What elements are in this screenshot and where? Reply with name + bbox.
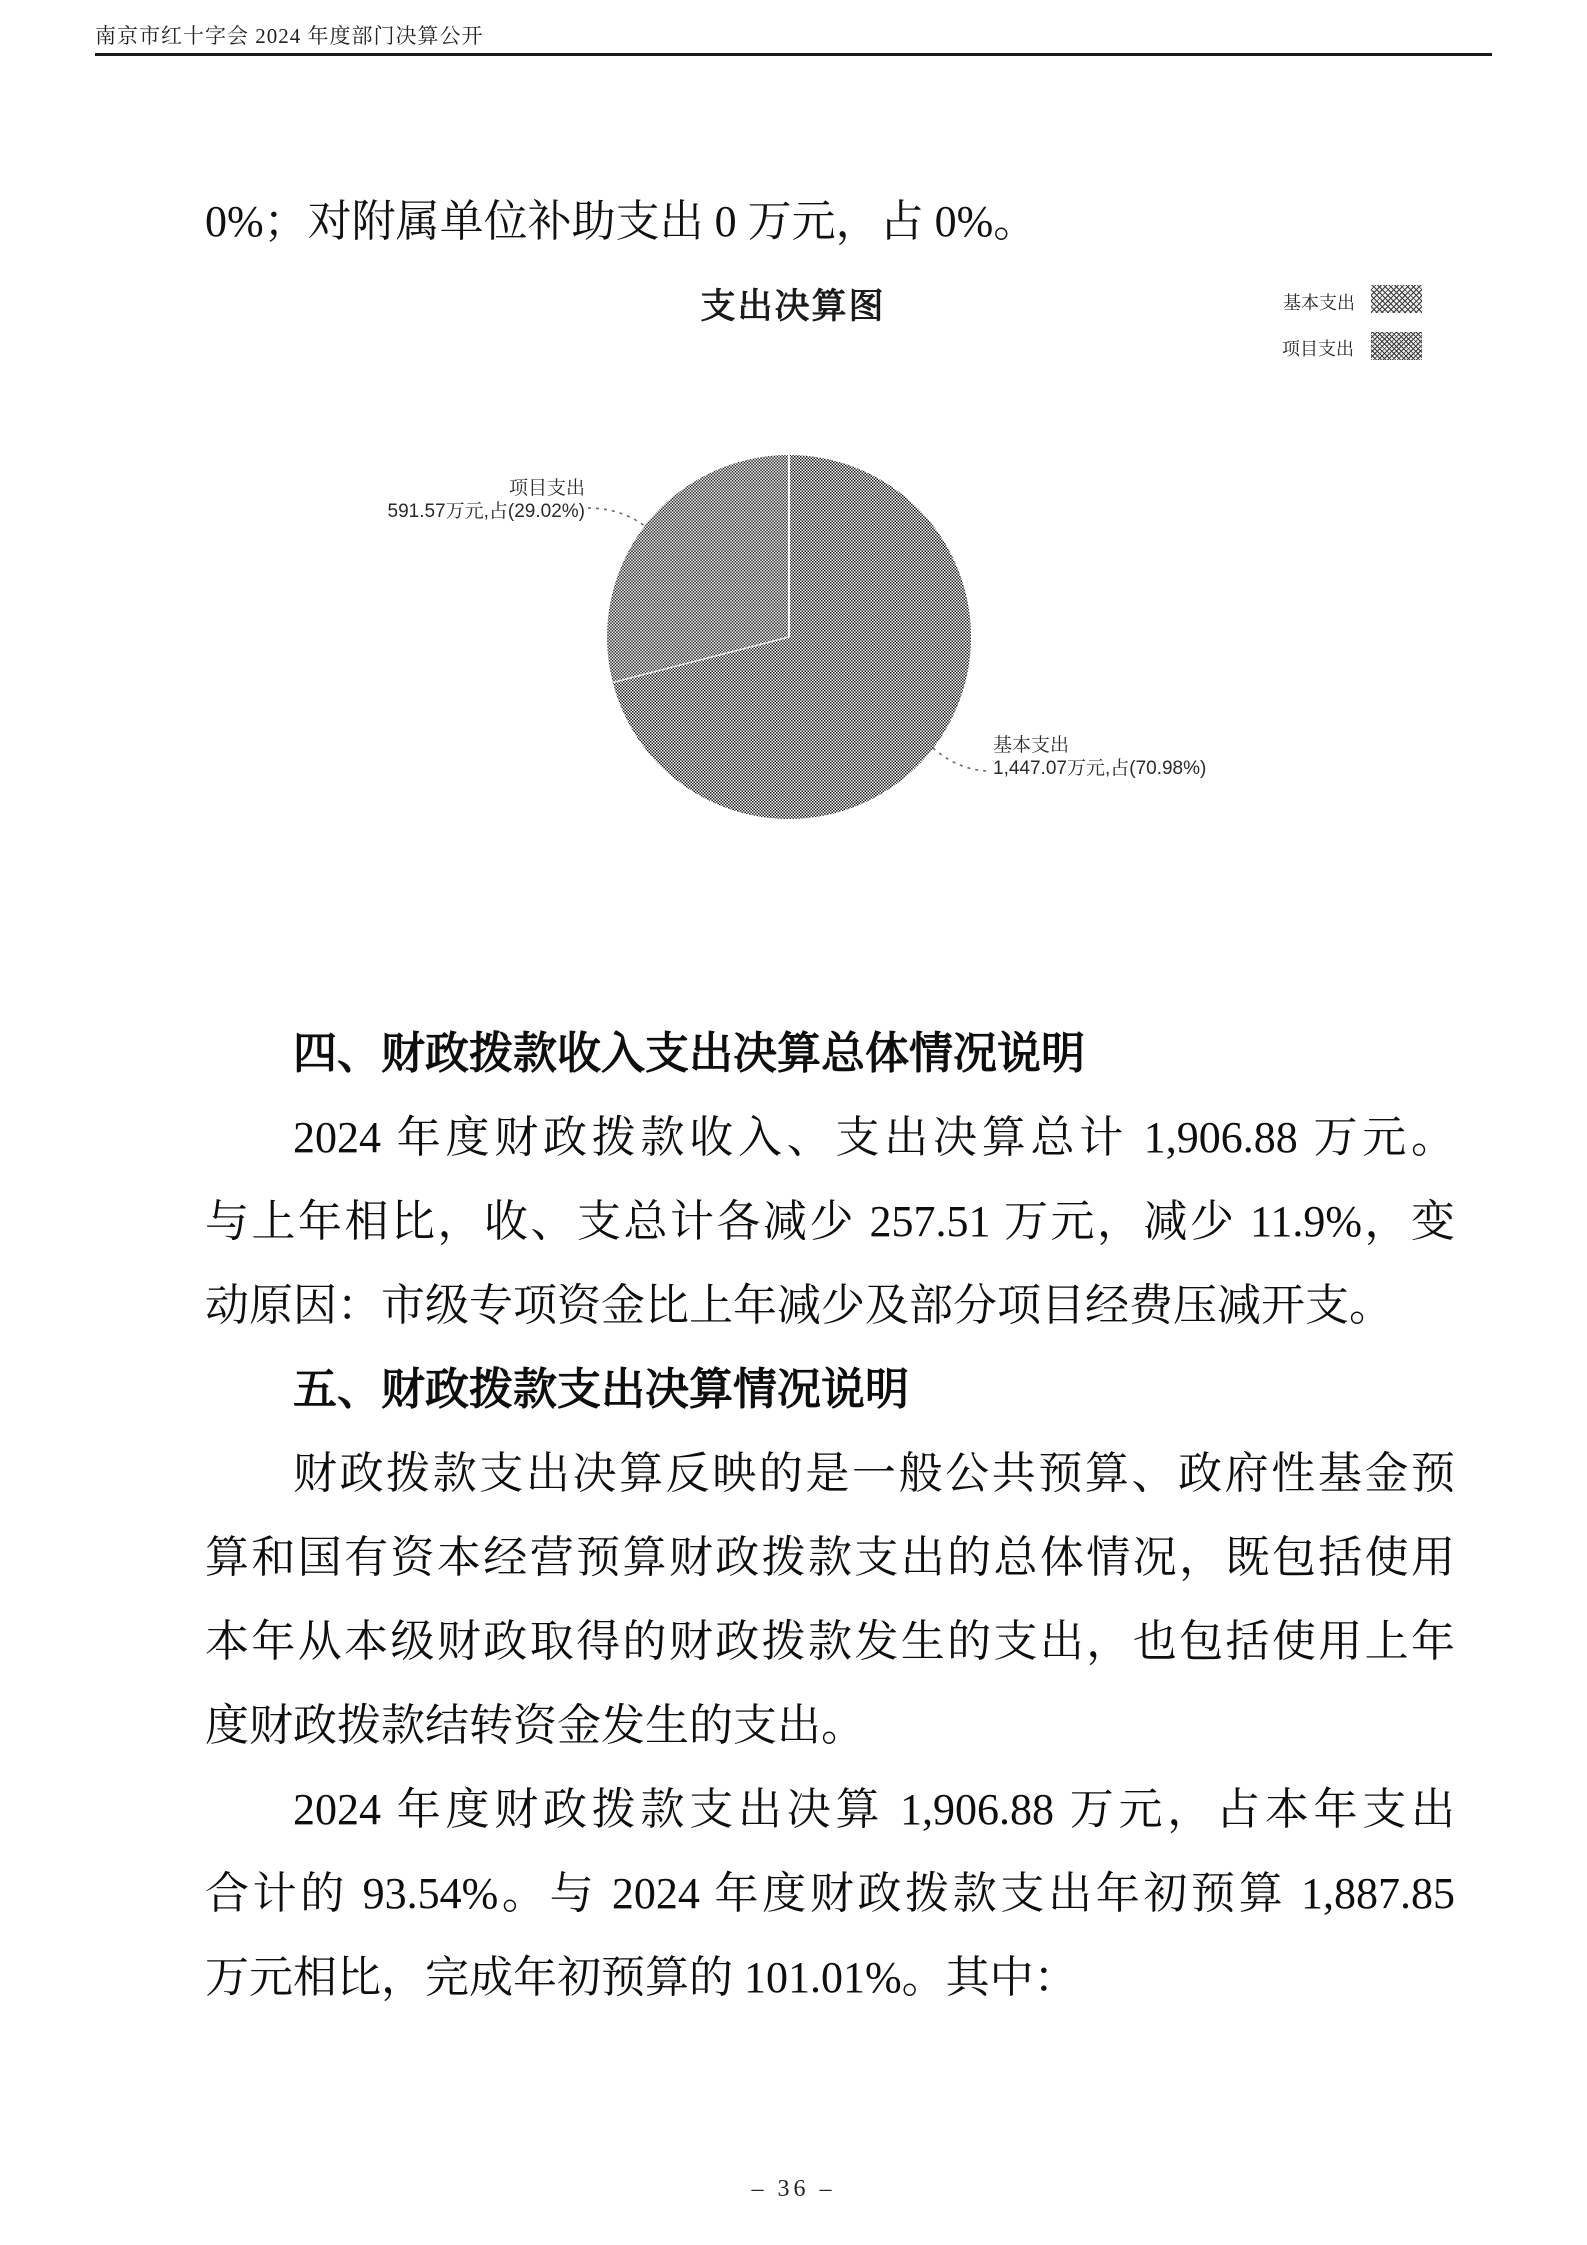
expenditure-pie-chart: [560, 420, 1040, 860]
body-line: 万元相比，完成年初预算的 101.01%。其中：: [205, 1953, 1078, 2002]
body-line: 算和国有资本经营预算财政拨款支出的总体情况，既包括使用: [205, 1533, 1455, 1582]
legend-label-basic: 基本支出: [1283, 293, 1355, 313]
body-line: 财政拨款支出决算反映的是一般公共预算、政府性基金预: [293, 1449, 1455, 1498]
pie-callout-basic: [993, 734, 1206, 780]
legend-swatch-basic: [1371, 285, 1422, 313]
pie-callout-project: [300, 477, 585, 523]
page-number: – 36 –: [751, 2176, 836, 2202]
body-line: 合计的 93.54%。与 2024 年度财政拨款支出年初预算 1,887.85: [205, 1869, 1455, 1918]
body-line: 动原因：市级专项资金比上年减少及部分项目经费压减开支。: [205, 1281, 1393, 1330]
section-heading-4: 四、财政拨款收入支出决算总体情况说明: [293, 1029, 1085, 1078]
body-line: 本年从本级财政取得的财政拨款发生的支出，也包括使用上年: [205, 1617, 1455, 1666]
section-heading-5: 五、财政拨款支出决算情况说明: [293, 1365, 909, 1414]
leader-line-basic: [933, 748, 988, 771]
body-line: 与上年相比，收、支总计各减少 257.51 万元，减少 11.9%，变: [205, 1197, 1455, 1246]
pie-callout-basic-value: 1,447.07万元,占(70.98%): [993, 758, 1207, 779]
body-line: 2024 年度财政拨款收入、支出决算总计 1,906.88 万元。: [293, 1113, 1455, 1162]
page-header-title: 南京市红十字会 2024 年度部门决算公开: [95, 24, 484, 48]
body-line: 2024 年度财政拨款支出决算 1,906.88 万元，占本年支出: [293, 1785, 1455, 1834]
pie-callout-basic-name: 基本支出: [993, 735, 1070, 756]
intro-paragraph-line: 0%；对附属单位补助支出 0 万元，占 0%。: [205, 197, 1038, 246]
chart-title: 支出决算图: [700, 287, 886, 326]
body-line: 度财政拨款结转资金发生的支出。: [205, 1701, 865, 1750]
body-text: [205, 1012, 1455, 2020]
header-divider: [95, 53, 1492, 56]
pie-callout-project-name: 项目支出: [508, 478, 585, 499]
legend-label-project: 项目支出: [1282, 339, 1354, 359]
leader-line-project: [588, 508, 645, 526]
legend-swatch-project: [1371, 332, 1422, 360]
pie-callout-project-value: 591.57万元,占(29.02%): [387, 501, 585, 522]
